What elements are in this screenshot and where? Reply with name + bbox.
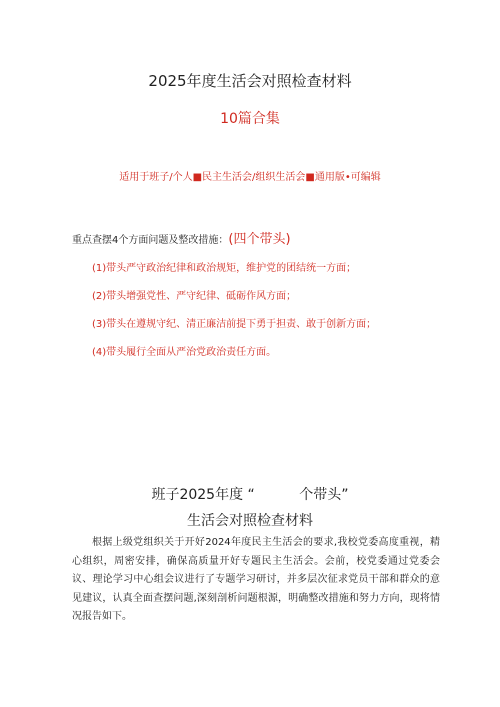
document-subtitle: 10篇合集 [220,111,280,127]
applicability-note: 适用于班子/个人■民主生活会/组织生活会■通用版•可编辑 [119,172,381,183]
focus-item: (3)带头在遵规守纪、清正廉洁前提下勇于担责、敢于创新方面； [92,319,377,330]
focus-intro: 重点查摆4个方面问题及整改措施： [72,235,229,246]
focus-heading [72,228,291,247]
focus-item-list [92,262,492,374]
focus-highlight: (四个带头) [228,232,291,247]
section-title-line2: 生活会对照检查材料 [187,513,313,529]
focus-item: (4)带头履行全面从严治党政治责任方面。 [92,347,277,358]
section-paragraph: 根据上级党组织关于开好2024年度民主生活会的要求,我校党委高度重视，精心组织，周密安排，确保高质量开好专题民主生活会。会前，校党委通过党委会议、理论学习中心组会议进行了专题学习研讨，并多层次征求党员干部和群众的意见建议，认真全面查摆问题,深刻剖析问题根源，明确整改措施和努力方向，现将情况报告如下。 [72,537,440,622]
document-title: 2025年度生活会对照检查材料 [148,72,352,90]
section-title-line1: 班子2025年度 “ 个带头” [151,487,349,503]
focus-item: (2)带头增强党性、严守纪律、砥砺作风方面； [92,291,297,302]
focus-item: (1)带头严守政治纪律和政治规矩，维护党的团结统一方面； [92,263,357,274]
